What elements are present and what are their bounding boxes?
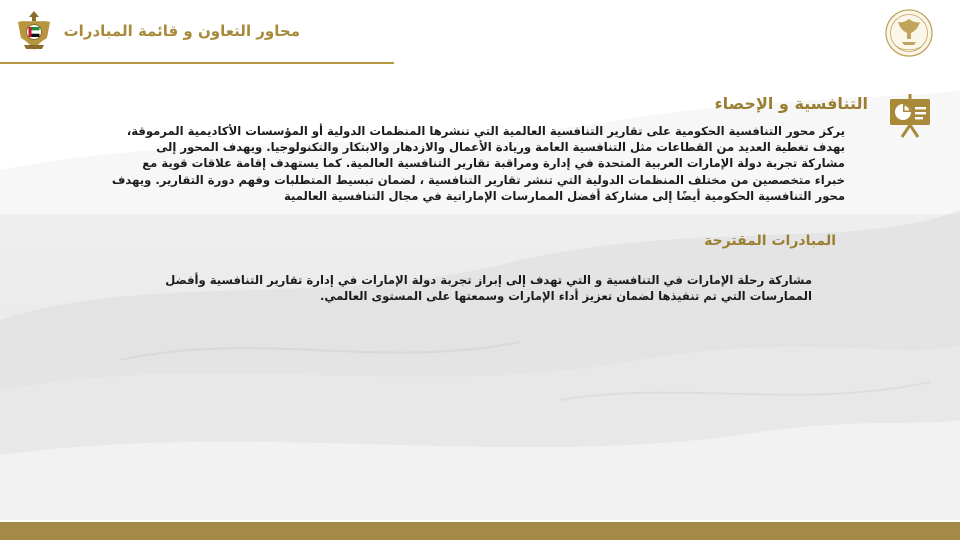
header-title: محاور التعاون و قائمة المبادرات	[63, 22, 300, 40]
header-divider	[0, 62, 394, 64]
republic-seal-icon	[884, 8, 934, 58]
falcon-emblem-icon	[14, 8, 54, 54]
competitiveness-paragraph: يركز محور التنافسية الحكومية على تقارير التنافسية العالمية التي تنشرها المنظمات الدولية أو المؤسسات الأكاديمية المرموقة، بهدف تغطية العديد من القطاعات مثل التنافسية العامة وريادة الأعمال والازدهار والابتكار والتكنولوجيا. ويهدف المحور إلى مشاركة تجربة دولة الإمارات العربية المتحدة في إدارة ومراقبة تقارير التنافسية العالمية. كما يستهدف إقامة علاقات قوية مع خبراء متخصصين من مختلف المنظمات الدولية التي تنشر تقارير التنافسية ، لضمان تبسيط المتطلبات وفهم دورة التقارير. ويهدف محور التنافسية الحكومية أيضًا إلى مشاركة أفضل الممارسات الإماراتية في مجال التنافسية العالمية	[111, 124, 845, 203]
section-title-initiatives: المبادرات المقترحة	[704, 233, 836, 249]
initiatives-paragraph: مشاركة رحلة الإمارات في التنافسية و التي تهدف إلى إبراز تجربة دولة الإمارات في إدارة تقارير التنافسية وأفضل الممارسات التي تم تنفيذها لضمان تعزيز أداء الإمارات وسمعتها على المستوى العالمي.	[165, 273, 812, 304]
footer-bar	[0, 522, 960, 540]
section-title-competitiveness: التنافسية و الإحصاء	[714, 94, 868, 113]
presentation-chart-icon	[888, 94, 932, 138]
